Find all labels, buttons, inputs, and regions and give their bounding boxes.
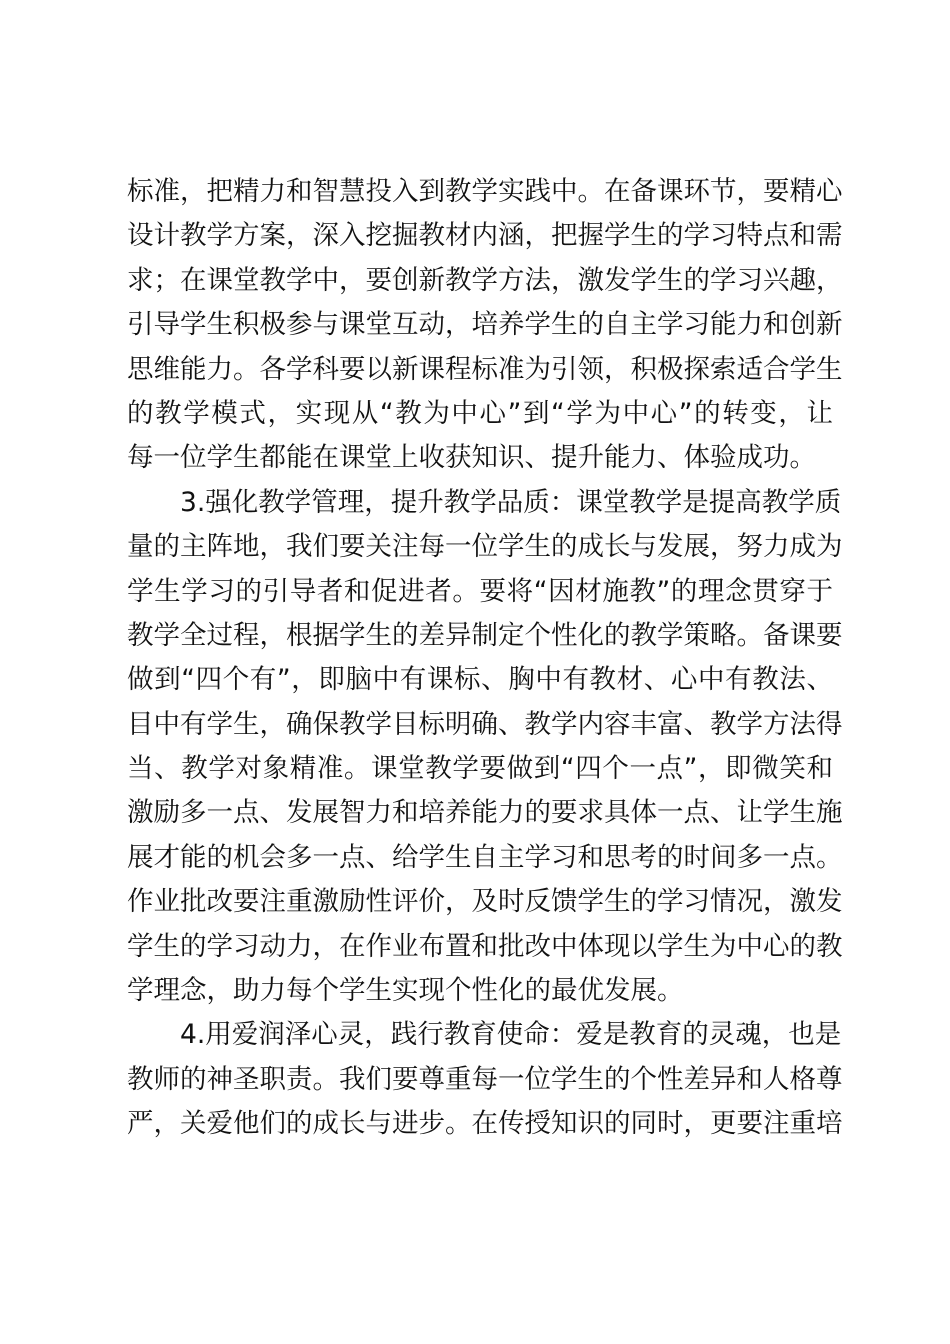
- text-line: 的教学模式，实现从“教为中心”到“学为中心”的转变，让: [127, 397, 833, 429]
- text-line: 学生学习的引导者和促进者。要将“因材施教”的理念贯穿于: [127, 575, 833, 607]
- text-line: 设计教学方案，深入挖掘教材内涵，把握学生的学习特点和需: [127, 220, 843, 252]
- text-line: 学理念，助力每个学生实现个性化的最优发展。: [127, 975, 684, 1007]
- text-line: 标准，把精力和智慧投入到教学实践中。在备课环节，要精心: [127, 176, 843, 207]
- paragraph-p-continuation: [127, 170, 843, 481]
- text-line: 目中有学生，确保教学目标明确、教学内容丰富、教学方法得: [127, 708, 843, 740]
- text-line: 引导学生积极参与课堂互动，培养学生的自主学习能力和创新: [127, 309, 843, 341]
- text-line: 展才能的机会多一点、给学生自主学习和思考的时间多一点。: [127, 841, 843, 873]
- text-line: 当、教学对象精准。课堂教学要做到“四个一点”，即微笑和: [127, 753, 833, 785]
- text-line: 思维能力。各学科要以新课程标准为引领，积极探索适合学生: [127, 353, 843, 385]
- text-line: 严，关爱他们的成长与进步。在传授知识的同时，更要注重培: [127, 1108, 843, 1140]
- text-line: 求；在课堂教学中，要创新教学方法，激发学生的学习兴趣，: [127, 264, 843, 296]
- text-line: 学生的学习动力，在作业布置和批改中体现以学生为中心的教: [127, 930, 843, 962]
- text-line: 4.用爱润泽心灵，践行教育使命：爱是教育的灵魂，也是: [180, 1019, 842, 1051]
- paragraph-p-3: [127, 481, 843, 1014]
- text-line: 作业批改要注重激励性评价，及时反馈学生的学习情况，激发: [127, 886, 843, 918]
- text-line: 做到“四个有”，即脑中有课标、胸中有教材、心中有教法、: [127, 664, 833, 696]
- document-body: [127, 170, 843, 1147]
- text-line: 每一位学生都能在课堂上收获知识、提升能力、体验成功。: [127, 442, 816, 474]
- paragraph-p-4: [127, 1013, 843, 1146]
- text-line: 教学全过程，根据学生的差异制定个性化的教学策略。备课要: [127, 619, 843, 651]
- text-line: 教师的神圣职责。我们要尊重每一位学生的个性差异和人格尊: [127, 1063, 843, 1095]
- text-line: 3.强化教学管理，提升教学品质：课堂教学是提高教学质: [180, 486, 842, 518]
- text-line: 量的主阵地，我们要关注每一位学生的成长与发展，努力成为: [127, 531, 843, 563]
- text-line: 激励多一点、发展智力和培养能力的要求具体一点、让学生施: [127, 797, 843, 829]
